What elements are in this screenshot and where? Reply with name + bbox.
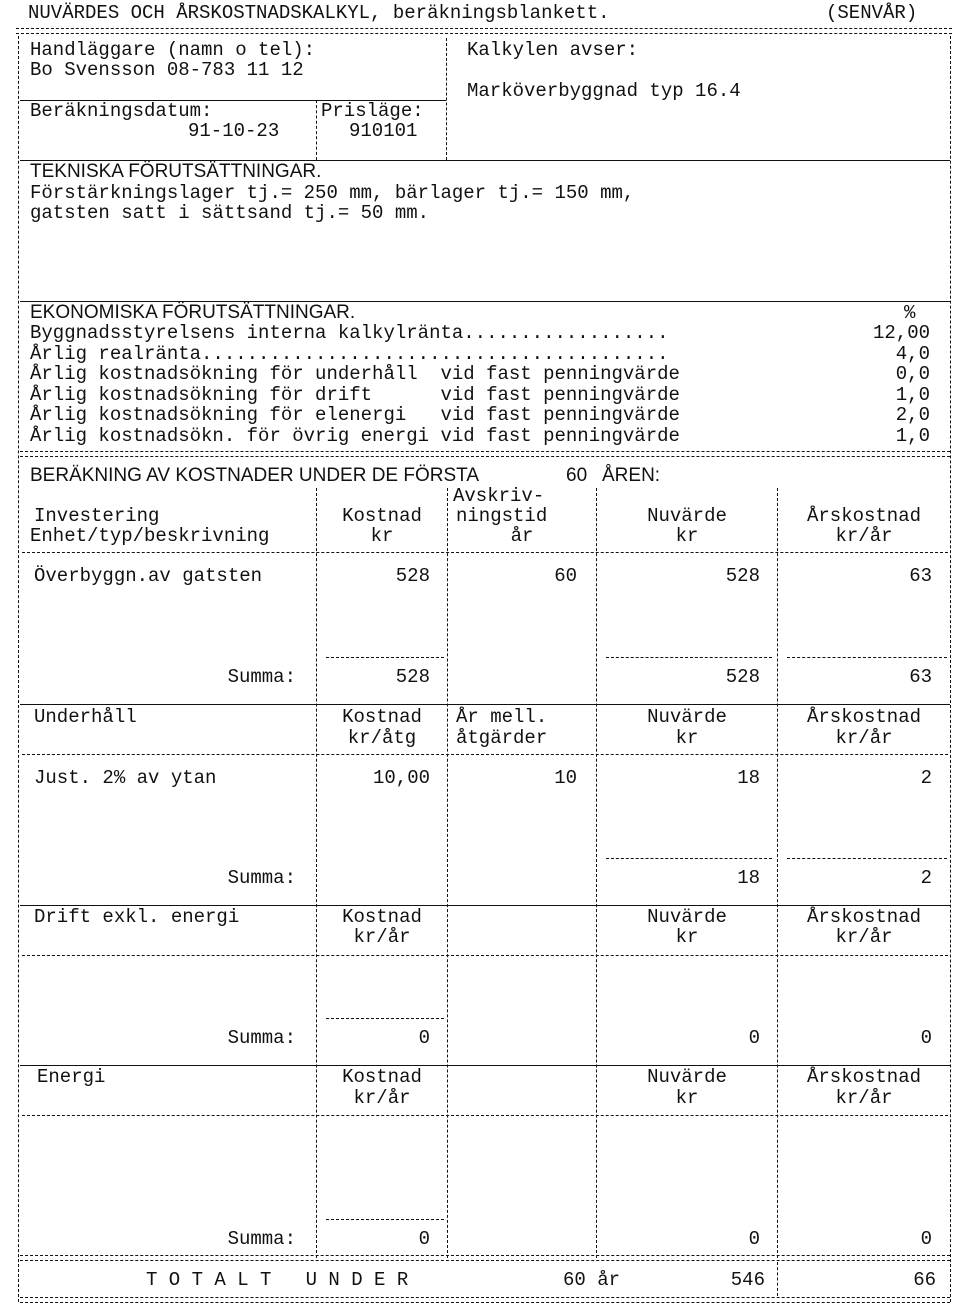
ekonomi-row-label: Årlig kostnadsökning för elenergi vid fast penningvärde (30, 404, 680, 426)
drift-col5-unit: kr/år (835, 926, 893, 948)
column-divider (777, 488, 778, 1258)
energi-summa-cost: 0 (418, 1228, 430, 1250)
sum-rule (787, 657, 947, 658)
und-summa-nuvarde: 18 (737, 867, 760, 889)
und-row-arskostnad: 2 (920, 767, 932, 789)
inv-row-arskostnad: 63 (909, 565, 932, 587)
und-summa-label: Summa: (227, 867, 296, 889)
energi-col5-unit: kr/år (835, 1087, 893, 1109)
header-rule (22, 552, 948, 553)
und-col1-header: Underhåll (34, 706, 137, 728)
und-col2-unit: kr/åtg (347, 727, 417, 749)
percent-unit: % (904, 302, 916, 324)
energi-col4-unit: kr (675, 1087, 699, 1109)
inv-row-label: Överbyggn.av gatsten (34, 565, 263, 587)
drift-col4-header: Nuvärde (647, 906, 727, 928)
handlaggare-label: Handläggare (namn o tel): (30, 39, 316, 61)
inv-col2-unit: kr (370, 525, 394, 547)
und-row-label: Just. 2% av ytan (34, 767, 217, 789)
column-divider (316, 488, 317, 1258)
teknik-line-2: gatsten satt i sättsand tj.= 50 mm. (30, 202, 430, 224)
sum-rule (326, 1018, 444, 1019)
inv-col3-header: ningstid (456, 505, 548, 527)
header-rule (22, 955, 948, 956)
energi-col4-header: Nuvärde (647, 1066, 727, 1088)
column-divider (447, 488, 448, 1258)
double-rule (16, 28, 952, 34)
ekonomi-row-label: Årlig kostnadsökn. för övrig energi vid fast penningvärde (30, 425, 680, 447)
inv-col1-subheader: Enhet/typ/beskrivning (30, 525, 270, 547)
energi-summa-arskostnad: 0 (920, 1228, 932, 1250)
inv-row-cost: 528 (395, 565, 430, 587)
inv-row-years: 60 (554, 565, 577, 587)
und-col5-header: Årskostnad (806, 706, 922, 728)
und-row-years: 10 (554, 767, 577, 789)
double-rule (20, 451, 950, 457)
energi-col1-header: Energi (37, 1066, 106, 1088)
prislage-value: 910101 (349, 120, 418, 142)
datum-label: Beräkningsdatum: (30, 100, 213, 122)
ekonomi-row-value: 12,00 (872, 322, 930, 344)
ekonomi-row-value: 1,0 (895, 425, 930, 447)
und-col4-unit: kr (675, 727, 699, 749)
teknik-line-1: Förstärkningslager tj.= 250 mm, bärlager tj.= 150 mm, (30, 182, 635, 204)
avser-value: Marköverbyggnad typ 16.4 (467, 80, 741, 102)
und-col2-header: Kostnad (342, 706, 422, 728)
drift-summa-nuvarde: 0 (748, 1027, 760, 1049)
ekonomi-heading: EKONOMISKA FÖRUTSÄTTNINGAR. (30, 302, 356, 323)
drift-summa-arskostnad: 0 (920, 1027, 932, 1049)
energi-col2-header: Kostnad (342, 1066, 422, 1088)
teknik-heading: TEKNISKA FÖRUTSÄTTNINGAR. (30, 161, 322, 182)
inv-summa-cost: 528 (395, 666, 430, 688)
und-col3-unit: åtgärder (456, 727, 548, 749)
sum-rule (787, 858, 947, 859)
handlaggare-value: Bo Svensson 08-783 11 12 (30, 59, 304, 81)
ekonomi-row-value: 2,0 (895, 404, 930, 426)
und-col5-unit: kr/år (835, 727, 893, 749)
inv-col4-header: Nuvärde (647, 505, 727, 527)
und-col4-header: Nuvärde (647, 706, 727, 728)
inv-summa-label: Summa: (227, 666, 296, 688)
total-label: T O T A L T U N D E R (146, 1269, 409, 1291)
form-title: NUVÄRDES OCH ÅRSKOSTNADSKALKYL, beräkningsblankett. (28, 2, 610, 24)
double-rule (20, 1297, 950, 1303)
total-arskostnad: 66 (913, 1269, 936, 1291)
section-rule (20, 704, 950, 705)
inv-col1-header: Investering (34, 505, 160, 527)
ekonomi-row-label: Byggnadsstyrelsens interna kalkylränta.................. (30, 322, 669, 344)
total-nuvarde: 546 (730, 1269, 765, 1291)
drift-col5-header: Årskostnad (806, 906, 922, 928)
ekonomi-row-value: 1,0 (895, 384, 930, 406)
inv-col4-unit: kr (675, 525, 699, 547)
ekonomi-row-value: 4,0 (895, 343, 930, 365)
info-divider (446, 38, 447, 160)
double-rule (20, 1255, 950, 1261)
sum-rule (326, 1219, 444, 1220)
sum-rule (326, 657, 444, 658)
inv-col2-header: Kostnad (342, 505, 422, 527)
energi-summa-nuvarde: 0 (748, 1228, 760, 1250)
ekonomi-row-label: Årlig kostnadsökning för drift vid fast penningvärde (30, 384, 680, 406)
berakning-heading: BERÄKNING AV KOSTNADER UNDER DE FÖRSTA (30, 465, 480, 486)
total-years: 60 år (562, 1269, 620, 1291)
inv-col3-line1: Avskriv- (453, 485, 545, 507)
drift-col1-header: Drift exkl. energi (34, 906, 240, 928)
energi-summa-label: Summa: (227, 1228, 296, 1250)
inv-summa-nuvarde: 528 (725, 666, 760, 688)
prislage-divider (316, 100, 317, 160)
header-rule (22, 1115, 948, 1116)
drift-summa-cost: 0 (418, 1027, 430, 1049)
inv-col5-unit: kr/år (835, 525, 893, 547)
column-divider (596, 488, 597, 1258)
inv-col3-unit: år (510, 525, 534, 547)
energi-col2-unit: kr/år (353, 1087, 411, 1109)
sum-rule (606, 858, 772, 859)
drift-col2-unit: kr/år (353, 926, 411, 948)
drift-col4-unit: kr (675, 926, 699, 948)
frame-right-border (950, 36, 951, 1302)
ekonomi-row-label: Årlig kostnadsökning för underhåll vid fast penningvärde (30, 363, 680, 385)
column-divider (777, 1262, 778, 1296)
office-code: (SENVÅR) (826, 2, 918, 24)
frame-left-border (18, 36, 19, 1302)
prislage-label: Prisläge: (321, 100, 424, 122)
und-col3-header: År mell. (456, 706, 548, 728)
energi-col5-header: Årskostnad (806, 1066, 922, 1088)
inv-summa-arskostnad: 63 (909, 666, 932, 688)
drift-summa-label: Summa: (227, 1027, 296, 1049)
und-row-cost: 10,00 (372, 767, 430, 789)
avser-label: Kalkylen avser: (467, 39, 639, 61)
berakning-years-suffix: ÅREN: (602, 465, 661, 486)
ekonomi-row-label: Årlig realränta......................................... (30, 343, 669, 365)
und-summa-arskostnad: 2 (920, 867, 932, 889)
header-rule (22, 754, 948, 755)
berakning-years: 60 (566, 465, 588, 486)
und-row-nuvarde: 18 (737, 767, 760, 789)
inv-col5-header: Årskostnad (806, 505, 922, 527)
datum-value: 91-10-23 (188, 120, 280, 142)
inv-row-nuvarde: 528 (725, 565, 760, 587)
ekonomi-row-value: 0,0 (895, 363, 930, 385)
drift-col2-header: Kostnad (342, 906, 422, 928)
sum-rule (606, 657, 772, 658)
